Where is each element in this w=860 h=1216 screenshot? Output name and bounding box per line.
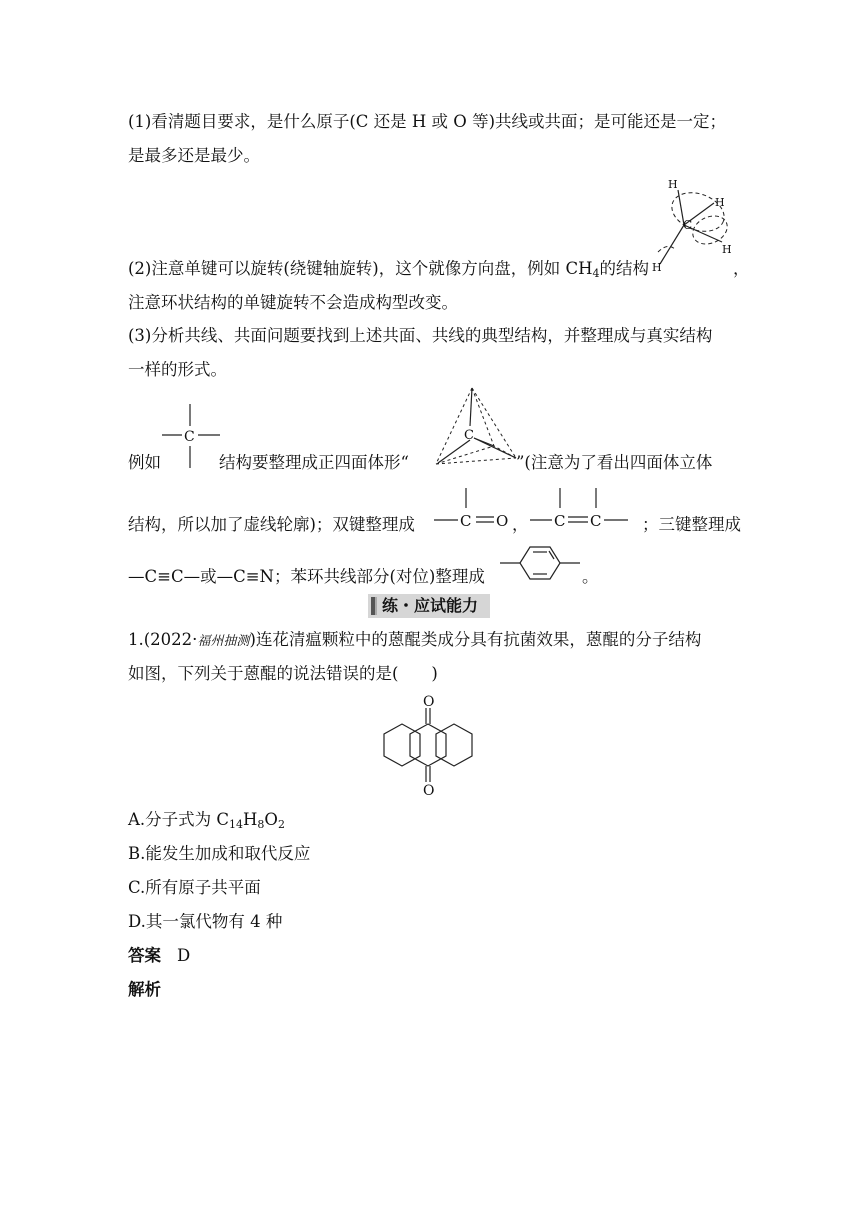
section-header-bar [371,597,377,615]
paragraph-3-line-2: 一样的形式。 [128,360,227,379]
paragraph-2-text: (2)注意单键可以旋转(绕键轴旋转)，这个就像方向盘，例如 CH [128,259,593,278]
example-3-end: 。 [582,567,599,586]
option-a-sub-2: 8 [257,818,265,831]
alkene-c2: C [590,512,602,530]
carbonyl-c: C [460,512,472,530]
tetrahedron-c: C [464,428,474,443]
question-source: 福州抽测 [197,634,250,649]
question-line-2: 如图，下列关于蒽醌的说法错误的是( ) [128,664,438,683]
paragraph-2-line-2: 注意环状结构的单键旋转不会造成构型改变。 [128,293,458,312]
paragraph-3-line-1: (3)分析共线、共面问题要找到上述共面、共线的典型结构，并整理成与真实结构 [128,326,713,345]
paragraph-2-line-1 [128,258,649,280]
carbonyl-o: O [496,512,509,530]
answer-label: 答案 [128,946,161,965]
option-b: B.能发生加成和取代反应 [128,844,311,863]
example-prefix: 例如 [128,453,161,472]
option-a-text: A.分子式为 C [128,810,230,829]
option-a-o: O [264,810,278,829]
alkene-c1: C [554,512,566,530]
anthraquinone-structure [378,690,482,800]
option-a-h: H [243,810,258,829]
benzene-para-skeleton [498,544,582,584]
paragraph-1-line-1: (1)看清题目要求，是什么原子(C 还是 H 或 O 等)共线或共面；是可能还是一定； [128,112,727,131]
question-line-1 [128,629,701,653]
ch4-h-left: H [652,261,662,274]
methane-c: C [184,429,195,445]
option-a [128,809,285,831]
option-a-sub-1: 14 [229,818,244,831]
example-middle: 结构要整理成正四面体形“ [219,453,409,472]
analysis-label: 解析 [128,980,161,999]
answer-value: D [177,946,191,965]
ch4-rotation-diagram [640,172,750,272]
ch4-subscript: 4 [592,267,600,280]
option-d: D.其一氯代物有 4 种 [128,912,283,931]
anthraquinone-o-top: O [423,694,435,710]
answer-row [128,945,190,967]
carbonyl-skeleton [432,486,512,532]
section-title: 练・应试能力 [382,596,479,615]
methane-skeleton [160,402,224,470]
example-2-end: ；三键整理成 [642,515,741,534]
option-a-sub-3: 2 [277,818,285,831]
ch4-h-right-2: H [722,243,732,256]
question-line-1-text: )连花清瘟颗粒中的蒽醌类成分具有抗菌效果，蒽醌的分子结构 [249,630,702,649]
ch4-c: C [683,218,693,232]
alkene-skeleton [528,486,632,532]
paragraph-2-text-post: 的结构 [599,259,650,278]
section-header [368,594,490,618]
ch4-h-right-1: H [715,196,725,209]
ch4-h-top: H [668,178,678,191]
paragraph-2-comma: ， [733,259,750,278]
question-number: 1.(2022· [128,630,198,649]
example-3-prefix: —C≡C—或—C≡N；苯环共线部分(对位)整理成 [128,567,485,586]
option-c: C.所有原子共平面 [128,878,261,897]
example-2-comma: ， [512,515,529,534]
paragraph-1-line-2: 是最多还是最少。 [128,146,260,165]
example-end: ”(注意为了看出四面体立体 [516,453,713,472]
example-2-prefix: 结构，所以加了虚线轮廓)；双键整理成 [128,515,415,534]
tetrahedron-diagram [434,386,520,468]
anthraquinone-o-bottom: O [423,783,435,799]
